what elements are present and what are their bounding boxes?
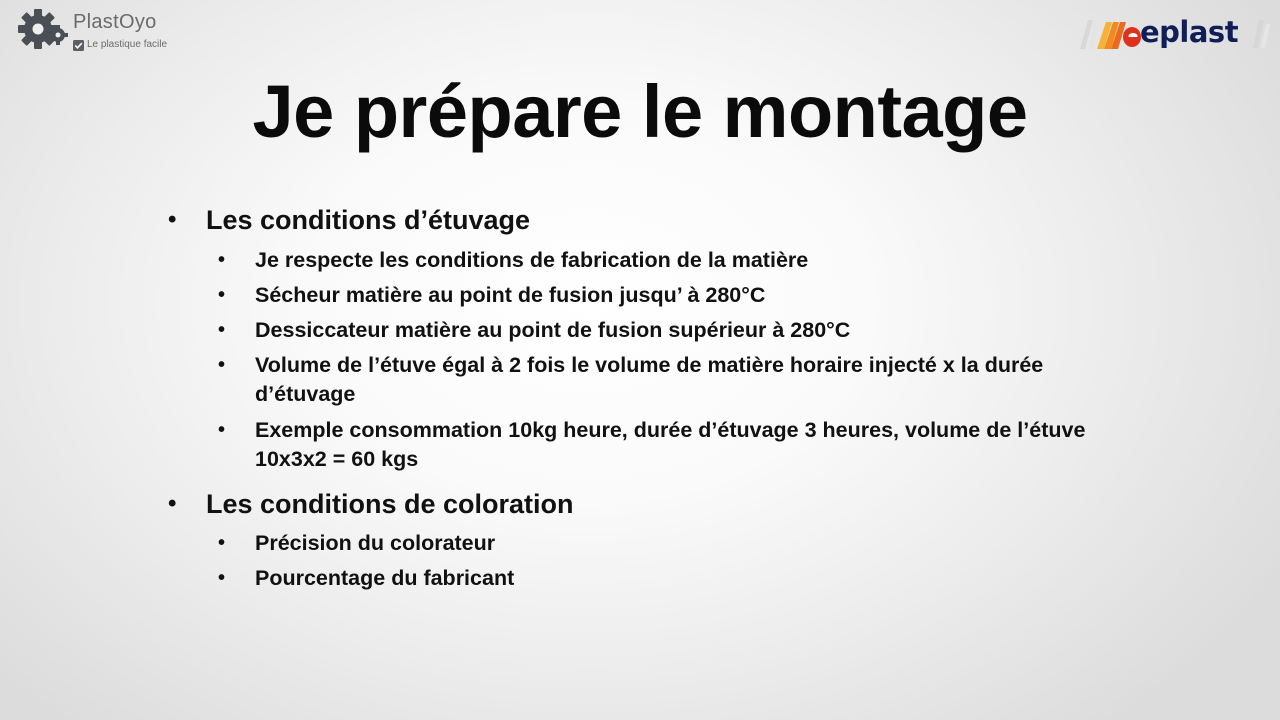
- list-item-text: Volume de l’étuve égal à 2 fois le volume de matière horaire injecté x la durée d’étuvage: [255, 353, 1044, 406]
- bullet-dot: •: [218, 354, 226, 376]
- section-heading-text: Les conditions de coloration: [206, 489, 574, 519]
- bullet-dot: •: [218, 319, 226, 341]
- bullet-dot: •: [218, 249, 226, 271]
- bullet-dot: •: [218, 532, 226, 554]
- list-item: [218, 416, 1125, 474]
- bullet-dot: •: [168, 490, 177, 517]
- slide-title: Je prépare le montage: [252, 70, 1028, 153]
- section-heading: [168, 488, 574, 520]
- bullet-dot: •: [218, 284, 226, 306]
- bullet-dot: •: [168, 206, 177, 233]
- section-heading: [168, 204, 531, 236]
- section-heading-text: Les conditions d’étuvage: [206, 205, 531, 235]
- bullet-dot: •: [218, 567, 226, 589]
- list-item: [218, 529, 1125, 558]
- list-item-text: Précision du colorateur: [255, 531, 496, 555]
- list-item-text: Dessiccateur matière au point de fusion supérieur à 280°C: [255, 318, 851, 342]
- list-item: [218, 564, 1125, 593]
- weplast-brand-text: eplast: [1140, 15, 1239, 49]
- list-item: [218, 351, 1125, 409]
- bullet-dot: •: [218, 419, 226, 441]
- plastoyo-tagline: Le plastique facile: [87, 39, 168, 50]
- list-item-text: Pourcentage du fabricant: [255, 566, 515, 590]
- plastoyo-brand-name: PlastOyo: [73, 11, 157, 33]
- list-item: [218, 281, 1125, 310]
- list-item-text: Je respecte les conditions de fabrication de la matière: [255, 248, 809, 272]
- list-item: [218, 246, 1125, 275]
- list-item-text: Exemple consommation 10kg heure, durée d’étuvage 3 heures, volume de l’étuve 10x3x2 = 60 kgs: [255, 418, 1086, 471]
- list-item-text: Sécheur matière au point de fusion jusqu’ à 280°C: [255, 283, 766, 307]
- list-item: [218, 316, 1125, 345]
